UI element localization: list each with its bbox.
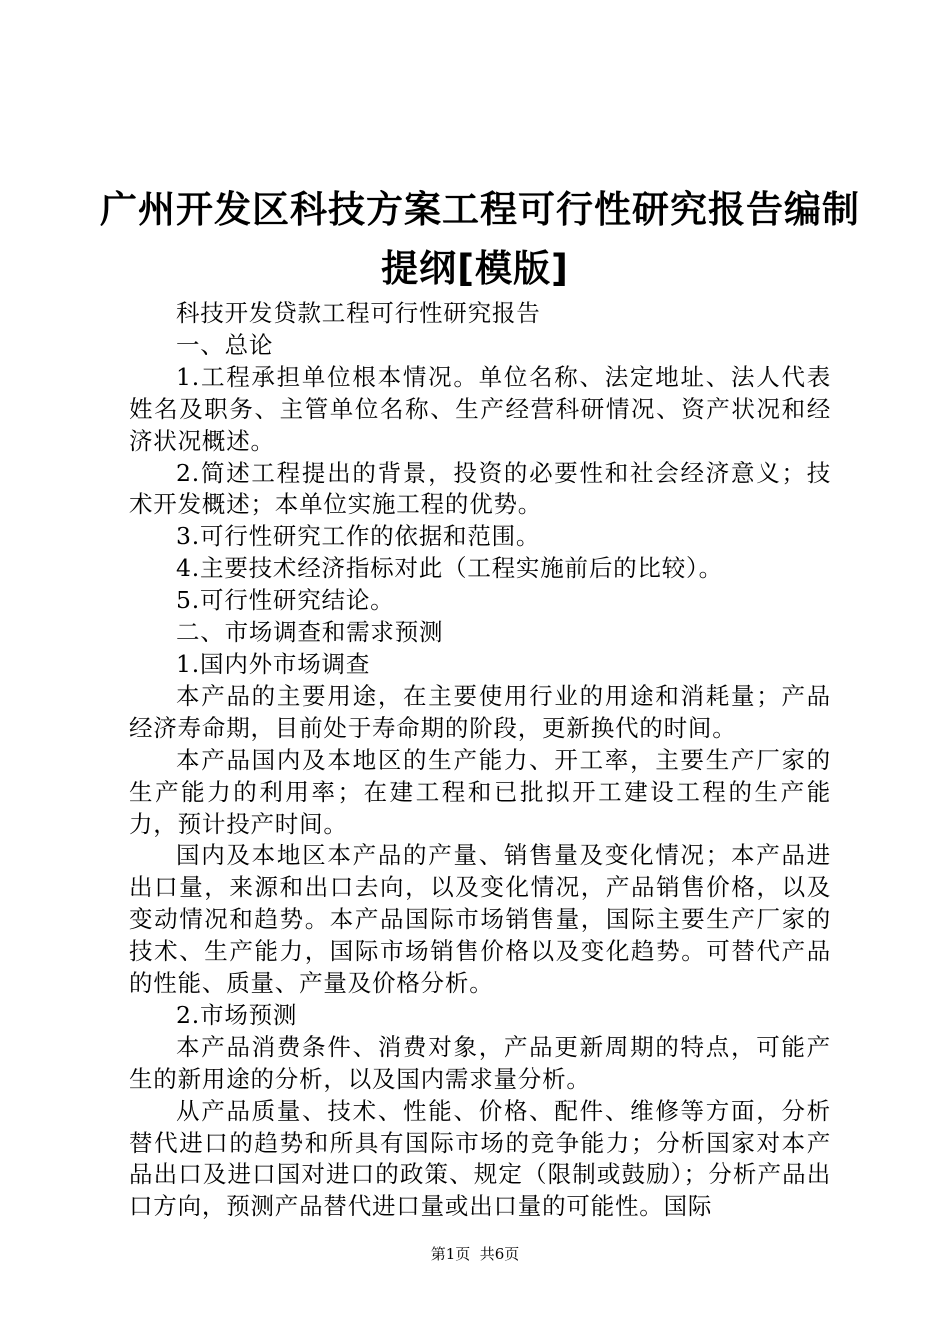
paragraph: 国内及本地区本产品的产量、销售量及变化情况；本产品进出口量，来源和出口去向，以及变化情况，产品销售价格，以及变动情况和趋势。本产品国际市场销售量，国际主要生产厂家的技术、生产能力，国际市场销售价格以及变化趋势。可替代产品的性能、质量、产量及价格分析。 [129,841,831,998]
paragraph: 本产品消费条件、消费对象，产品更新周期的特点，可能产生的新用途的分析，以及国内需求量分析。 [129,1032,831,1093]
section-heading: 二、市场调查和需求预测 [176,618,444,647]
paragraph: 本产品国内及本地区的生产能力、开工率，主要生产厂家的生产能力的利用率；在建工程和已批拟开工建设工程的生产能力，预计投产时间。 [129,745,831,838]
paragraph: 2.简述工程提出的背景，投资的必要性和社会经济意义；技术开发概述；本单位实施工程的优势。 [129,458,831,519]
section-heading: 一、总论 [176,330,274,359]
paragraph: 3.可行性研究工作的依据和范围。 [176,522,541,551]
document-body [129,298,831,1223]
paragraph: 本产品的主要用途，在主要使用行业的用途和消耗量；产品经济寿命期，目前处于寿命期的阶段，更新换代的时间。 [129,681,831,742]
subsection-heading: 2.市场预测 [176,1000,298,1029]
paragraph: 科技开发贷款工程可行性研究报告 [176,299,541,327]
paragraph: 从产品质量、技术、性能、价格、配件、维修等方面，分析替代进口的趋势和所具有国际市场的竞争能力；分析国家对本产品出口及进口国对进口的政策、规定（限制或鼓励）；分析产品出口方向，预测产品替代进口量或出口量的可能性。国际 [129,1096,831,1221]
paragraph: 5.可行性研究结论。 [176,586,395,615]
subsection-heading: 1.国内外市场调查 [176,649,371,678]
document-title-line-1: 广州开发区科技方案工程可行性研究报告编制 [100,188,860,231]
page-number-footer: 第1页 共6页 [430,1245,520,1263]
paragraph: 1.工程承担单位根本情况。单位名称、法定地址、法人代表姓名及职务、主管单位名称、生产经营科研情况、资产状况和经济状况概述。 [129,362,831,455]
document-title-line-2: 提纲[模版] [381,247,569,290]
paragraph: 4.主要技术经济指标对此（工程实施前后的比较）。 [176,554,723,583]
